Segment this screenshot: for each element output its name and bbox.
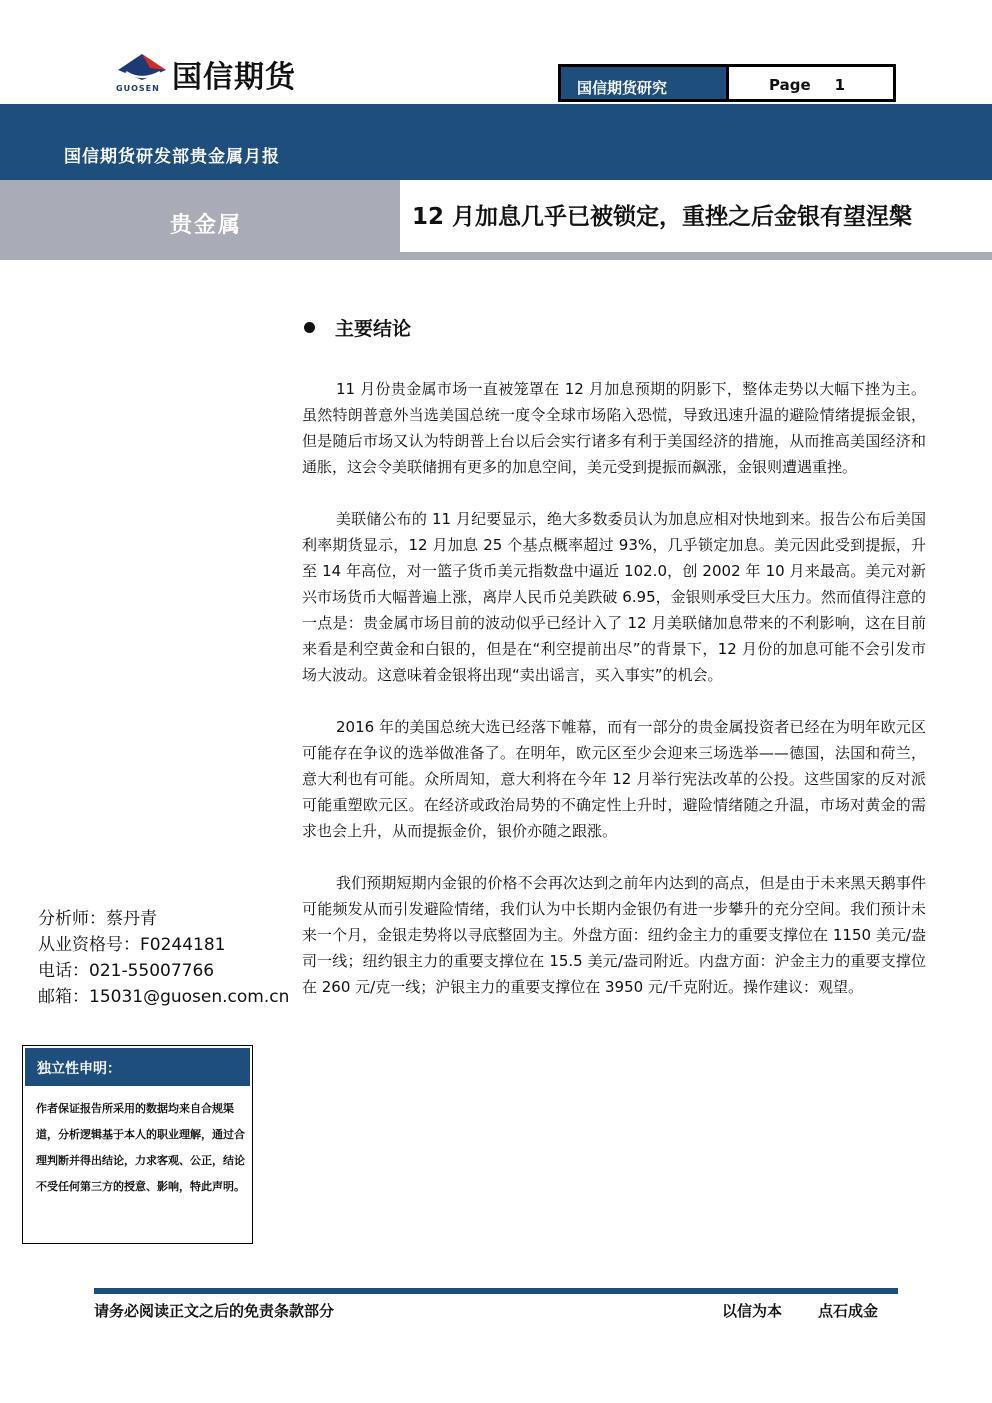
analyst-info — [38, 906, 298, 1010]
logo-chinese-name: 国信期货 — [172, 60, 296, 95]
title-panel — [400, 180, 992, 252]
report-series-title: 国信期货研发部贵金属月报 — [64, 147, 280, 167]
paragraph: 美联储公布的 11 月纪要显示，绝大多数委员认为加息应相对快地到来。报告公布后美国利率期货显示，12 月加息 25 个基点概率超过 93%，几乎锁定加息。美元因此受到提振，升至 14 年高位，对一篮子货币美元指数盘中逼近 102.0，创 2002 年 10 月来最高。美元对新兴市场货币大幅普遍上涨，离岸人民币兑美跌破 6.95，金银则承受巨大压力。然而值得注意的一点是：贵金属市场目前的波动似乎已经计入了 12 月美联储加息带来的不利影响，这在目前来看是利空黄金和白银的，但是在“利空提前出尽”的背景下，12 月份的加息可能不会引发市场大波动。这意味着金银将出现“卖出谣言，买入事实”的机会。 — [302, 510, 926, 684]
paragraph: 2016 年的美国总统大选已经落下帷幕，而有一部分的贵金属投资者已经在为明年欧元区可能存在争议的选举做准备了。在明年，欧元区至少会迎来三场选举——德国，法国和荷兰，意大利也有可能。众所周知，意大利将在今年 12 月举行宪法改革的公投。这些国家的反对派可能重塑欧元区。在经济或政治局势的不确定性上升时，避险情绪随之升温，市场对黄金的需求也会上升，从而提振金价，银价亦随之跟涨。 — [302, 718, 926, 840]
section-heading — [304, 314, 411, 341]
report-body — [302, 376, 926, 1026]
report-date: 2016 年 11 月 25 日 — [854, 264, 978, 278]
research-tab — [558, 64, 726, 102]
footer-divider — [94, 1288, 898, 1294]
independence-statement — [22, 1045, 253, 1244]
analyst-phone: 电话：021-55007766 — [38, 961, 215, 981]
page-label: Page — [769, 76, 811, 94]
paragraph: 我们预期短期内金银的价格不会再次达到之前年内达到的高点，但是由于未来黑天鹅事件可能频发从而引发避险情绪，我们认为中长期内金银仍有进一步攀升的充分空间。我们预计未来一个月，金银走势将以寻底整固为主。外盘方面：纽约金主力的重要支撑位在 1150 美元/盎司一线；纽约银主力的重要支撑位在 15.5 美元/盎司附近。内盘方面：沪金主力的重要支撑位在 260 元/克一线；沪银主力的重要支撑位在 3950 元/千克附近。操作建议：观望。 — [302, 874, 926, 996]
title-band — [0, 180, 992, 278]
footer-disclaimer-note: 请务必阅读正文之后的免责条款部分 — [94, 1302, 335, 1320]
footer-motto — [722, 1300, 878, 1321]
page-indicator — [726, 64, 896, 102]
paragraph: 11 月份贵金属市场一直被笼罩在 12 月加息预期的阴影下，整体走势以大幅下挫为主。虽然特朗普意外当选美国总统一度令全球市场陷入恐慌，导致迅速升温的避险情绪提振金银，但是随后市场又认为特朗普上台以后会实行诸多有利于美国经济的措施，从而推高美国经济和通胀，这会令美联储拥有更多的加息空间，美元受到提振而飙涨，金银则遭遇重挫。 — [302, 380, 926, 476]
report-title: 12 月加息几乎已被锁定，重挫之后金银有望涅槃 — [412, 204, 913, 230]
independence-statement-text: 作者保证报告所采用的数据均来自合规渠道，分析逻辑基于本人的职业理解，通过合理判断并得出结论，力求客观、公正，结论不受任何第三方的授意、影响，特此声明。 — [36, 1102, 245, 1193]
guosen-logo-icon — [116, 52, 168, 84]
logo-english-name: GUOSEN — [116, 84, 160, 93]
section-heading-text: 主要结论 — [335, 318, 412, 340]
page-number: 1 — [834, 76, 846, 94]
footer-motto-2: 点石成金 — [818, 1302, 879, 1320]
sector-label: 贵金属 — [170, 213, 243, 238]
report-series-band — [0, 104, 992, 180]
independence-statement-title: 独立性申明： — [25, 1048, 250, 1086]
footer-motto-1: 以信为本 — [722, 1302, 783, 1320]
company-logo — [112, 50, 352, 96]
research-tab-label: 国信期货研究 — [577, 79, 668, 97]
analyst-license: 从业资格号：F0244181 — [38, 935, 226, 955]
bullet-icon — [304, 322, 315, 333]
analyst-name: 分析师：蔡丹青 — [38, 909, 157, 929]
analyst-email: 邮箱：15031@guosen.com.cn — [38, 987, 290, 1007]
